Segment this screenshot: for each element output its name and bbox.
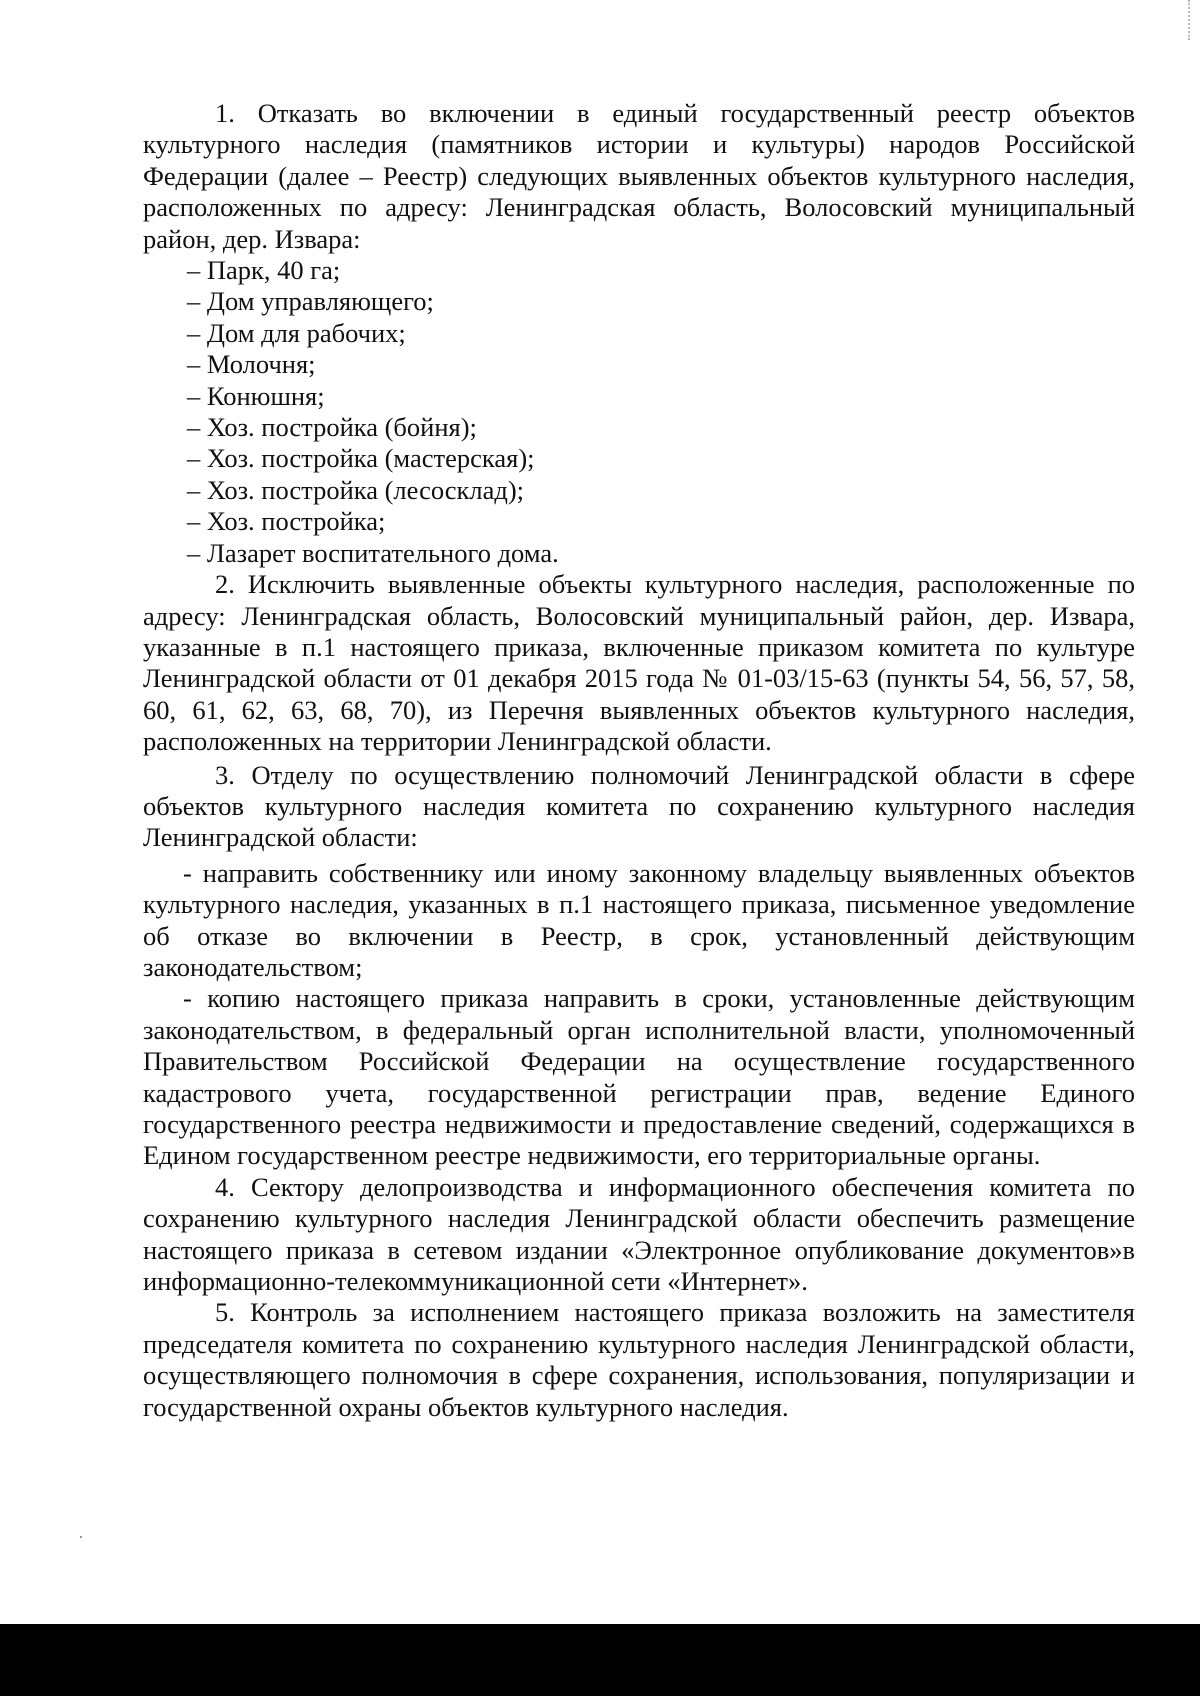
list-item: – Хоз. постройка (мастерская); [187,443,535,474]
paragraph-5: 5. Контроль за исполнением настоящего приказа возложить на заместителя председателя комитета по сохранению культурного наследия Ленинградской области, осуществляющего полномочия в сфере сохранения, использования, популяризации и государственной охраны объектов культурного наследия. [143,1297,1135,1422]
scan-speck [80,1536,82,1538]
paragraph-3: 3. Отделу по осуществлению полномочий Ленинградской области в сфере объектов культурного наследия комитета по сохранению культурного наследия Ленинградской области: [143,759,1135,853]
list-item: – Молочня; [187,349,316,380]
list-item: – Хоз. постройка (лесосклад); [187,474,525,505]
list-item: – Парк, 40 га; [187,255,341,286]
list-item: – Лазарет воспитательного дома. [187,537,559,568]
paragraph-1: 1. Отказать во включении в единый государственный реестр объектов культурного наследия (памятников истории и культуры) народов Российской Федерации (далее – Реестр) следующих выявленных объектов культурного наследия, расположенных по адресу: Ленинградская область, Волосовский муниципальный район, дер. Извара: [143,98,1135,254]
document-body [143,98,1135,1423]
paragraph-4: 4. Сектору делопроизводства и информационного обеспечения комитета по сохранению культурного наследия Ленинградской области обеспечить размещение настоящего приказа в сетевом издании «Электронное опубликование документов»в информационно-телекоммуникационной сети «Интернет». [143,1171,1135,1297]
paragraph-3-bullet-copy: - копию настоящего приказа направить в сроки, установленные действующим законодательством, в федеральный орган исполнительной власти, уполномоченный Правительством Российской Федерации на осуществление государственного кадастрового учета, государственной регистрации прав, ведение Единого государственного реестра недвижимости и предоставление сведений, содержащихся в Едином государственном реестре недвижимости, его территориальные органы. [143,983,1135,1171]
list-item: – Хоз. постройка; [187,506,386,537]
list-item: – Дом для рабочих; [187,317,406,348]
list-item: – Хоз. постройка (бойня); [187,412,477,443]
list-item: – Дом управляющего; [187,286,434,317]
paragraph-2: 2. Исключить выявленные объекты культурного наследия, расположенные по адресу: Ленинградская область, Волосовский муниципальный район, дер. Извара, указанные в п.1 настоящего приказа, включенные приказом комитета по культуре Ленинградской области от 01 декабря 2015 года № 01-03/15-63 (пункты 54, 56, 57, 58, 60, 61, 62, 63, 68, 70), из Перечня выявленных объектов культурного наследия, расположенных на территории Ленинградской области. [143,569,1135,757]
scan-edge-mark [1188,0,1200,40]
list-item: – Конюшня; [187,380,325,411]
paragraph-3-bullet-notify: - направить собственнику или иному законному владельцу выявленных объектов культурного наследия, указанных в п.1 настоящего приказа, письменное уведомление об отказе во включении в Реестр, в срок, установленный действующим законодательством; [143,857,1135,982]
object-list [143,255,1135,569]
scan-bottom-border [0,1624,1200,1696]
